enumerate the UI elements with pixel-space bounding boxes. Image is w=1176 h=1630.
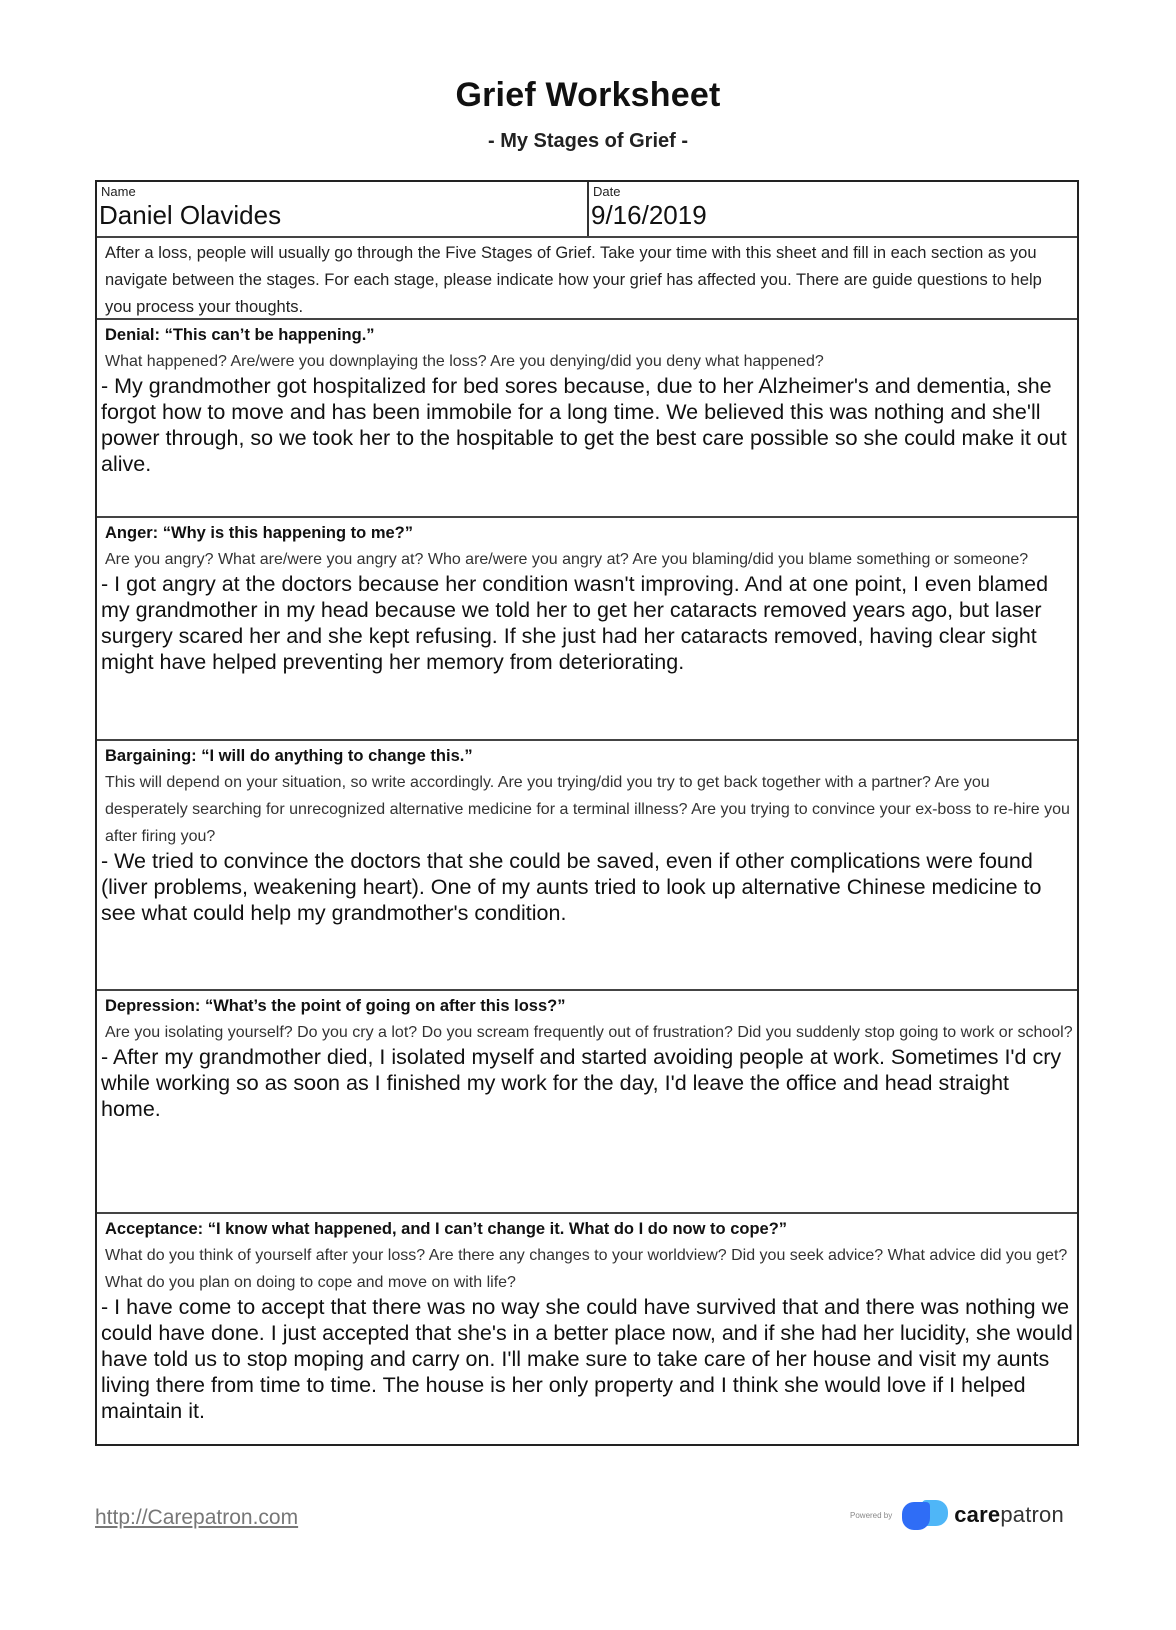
date-value[interactable]: 9/16/2019 xyxy=(591,200,707,230)
stage-guide-questions: Are you isolating yourself? Do you cry a lot? Do you scream frequently out of frustration? Did you suddenly stop going to work or school? xyxy=(105,1024,1073,1041)
stage-anger xyxy=(97,518,1077,741)
powered-by-label: Powered by xyxy=(850,1510,893,1520)
stage-title: Acceptance: “I know what happened, and I can’t change it. What do I do now to cope?” xyxy=(105,1220,788,1238)
stage-title: Denial: “This can’t be happening.” xyxy=(105,326,375,344)
carepatron-brand[interactable] xyxy=(850,1500,1064,1530)
stage-answer-field[interactable]: - After my grandmother died, I isolated myself and started avoiding people at work. Sometimes I'd cry while working so as soon as I finished my work for the day, I'd leave the office and head straight home. xyxy=(101,1045,1062,1121)
carepatron-link[interactable]: http://Carepatron.com xyxy=(95,1506,299,1529)
carepatron-logo-icon xyxy=(902,1500,948,1530)
stage-title: Anger: “Why is this happening to me?” xyxy=(105,524,414,542)
stage-denial xyxy=(97,320,1077,518)
stage-title: Depression: “What’s the point of going on after this loss?” xyxy=(105,997,566,1015)
brand-name-bold: care xyxy=(954,1502,1001,1527)
name-value[interactable]: Daniel Olavides xyxy=(99,200,282,230)
date-label: Date xyxy=(593,184,621,199)
stage-answer-field[interactable]: - I got angry at the doctors because her condition wasn't improving. And at one point, I even blamed my grandmother in my head because we told her to get her cataracts removed years ago, but laser surgery scared her and she kept refusing. If she just had her cataracts removed, having clear sight might have helped preventing her memory from deteriorating. xyxy=(101,572,1049,674)
stage-guide-questions: This will depend on your situation, so write accordingly. Are you trying/did you try to get back together with a partner? Are you desperately searching for unrecognized alternative medicine for a terminal illness? Are you trying to convince your ex-boss to re-hire you after firing you? xyxy=(105,774,1070,845)
stage-answer-field[interactable]: - We tried to convince the doctors that she could be saved, even if other complications were found (liver problems, weakening heart). One of my aunts tried to look up alternative Chinese medicine to see what could help my grandmother's condition. xyxy=(101,849,1042,925)
page-title: Grief Worksheet xyxy=(455,76,721,114)
brand-name-rest: patron xyxy=(1000,1502,1064,1527)
header-fields-row xyxy=(97,182,1077,238)
stage-guide-questions: What do you think of yourself after your loss? Are there any changes to your worldview? Did you seek advice? What advice did you get? What do you plan on doing to cope and move on with life? xyxy=(105,1247,1068,1291)
name-field[interactable] xyxy=(97,182,589,236)
page-subtitle: - My Stages of Grief - xyxy=(487,130,689,152)
name-label: Name xyxy=(101,184,136,199)
instructions: After a loss, people will usually go through the Five Stages of Grief. Take your time with this sheet and fill in each section as you navigate between the stages. For each stage, please indicate how your grief has affected you. There are guide questions to help you process your thoughts. xyxy=(97,238,1077,320)
stage-guide-questions: What happened? Are/were you downplaying the loss? Are you denying/did you deny what happened? xyxy=(105,353,824,370)
stage-acceptance xyxy=(97,1214,1077,1444)
date-field[interactable] xyxy=(589,182,1077,236)
stage-depression xyxy=(97,991,1077,1214)
stage-answer-field[interactable]: - My grandmother got hospitalized for bed sores because, due to her Alzheimer's and dementia, she forgot how to move and has been immobile for a long time. We believed this was nothing and she'll power through, so we took her to the hospitable to get the best care possible so she could make it out alive. xyxy=(101,374,1067,476)
brand-name xyxy=(954,1502,1064,1528)
worksheet-form xyxy=(95,180,1079,1446)
stage-title: Bargaining: “I will do anything to change this.” xyxy=(105,747,473,765)
stage-answer-field[interactable]: - I have come to accept that there was no way she could have survived that and there was nothing we could have done. I just accepted that she's in a better place now, and if she had her lucidity, she would have told us to stop moping and carry on. I'll make sure to take care of her house and visit my aunts living there from time to time. The house is her only property and I think she would love if I helped maintain it. xyxy=(101,1295,1073,1423)
stage-bargaining xyxy=(97,741,1077,991)
stage-guide-questions: Are you angry? What are/were you angry at? Who are/were you angry at? Are you blaming/did you blame something or someone? xyxy=(105,551,1029,568)
